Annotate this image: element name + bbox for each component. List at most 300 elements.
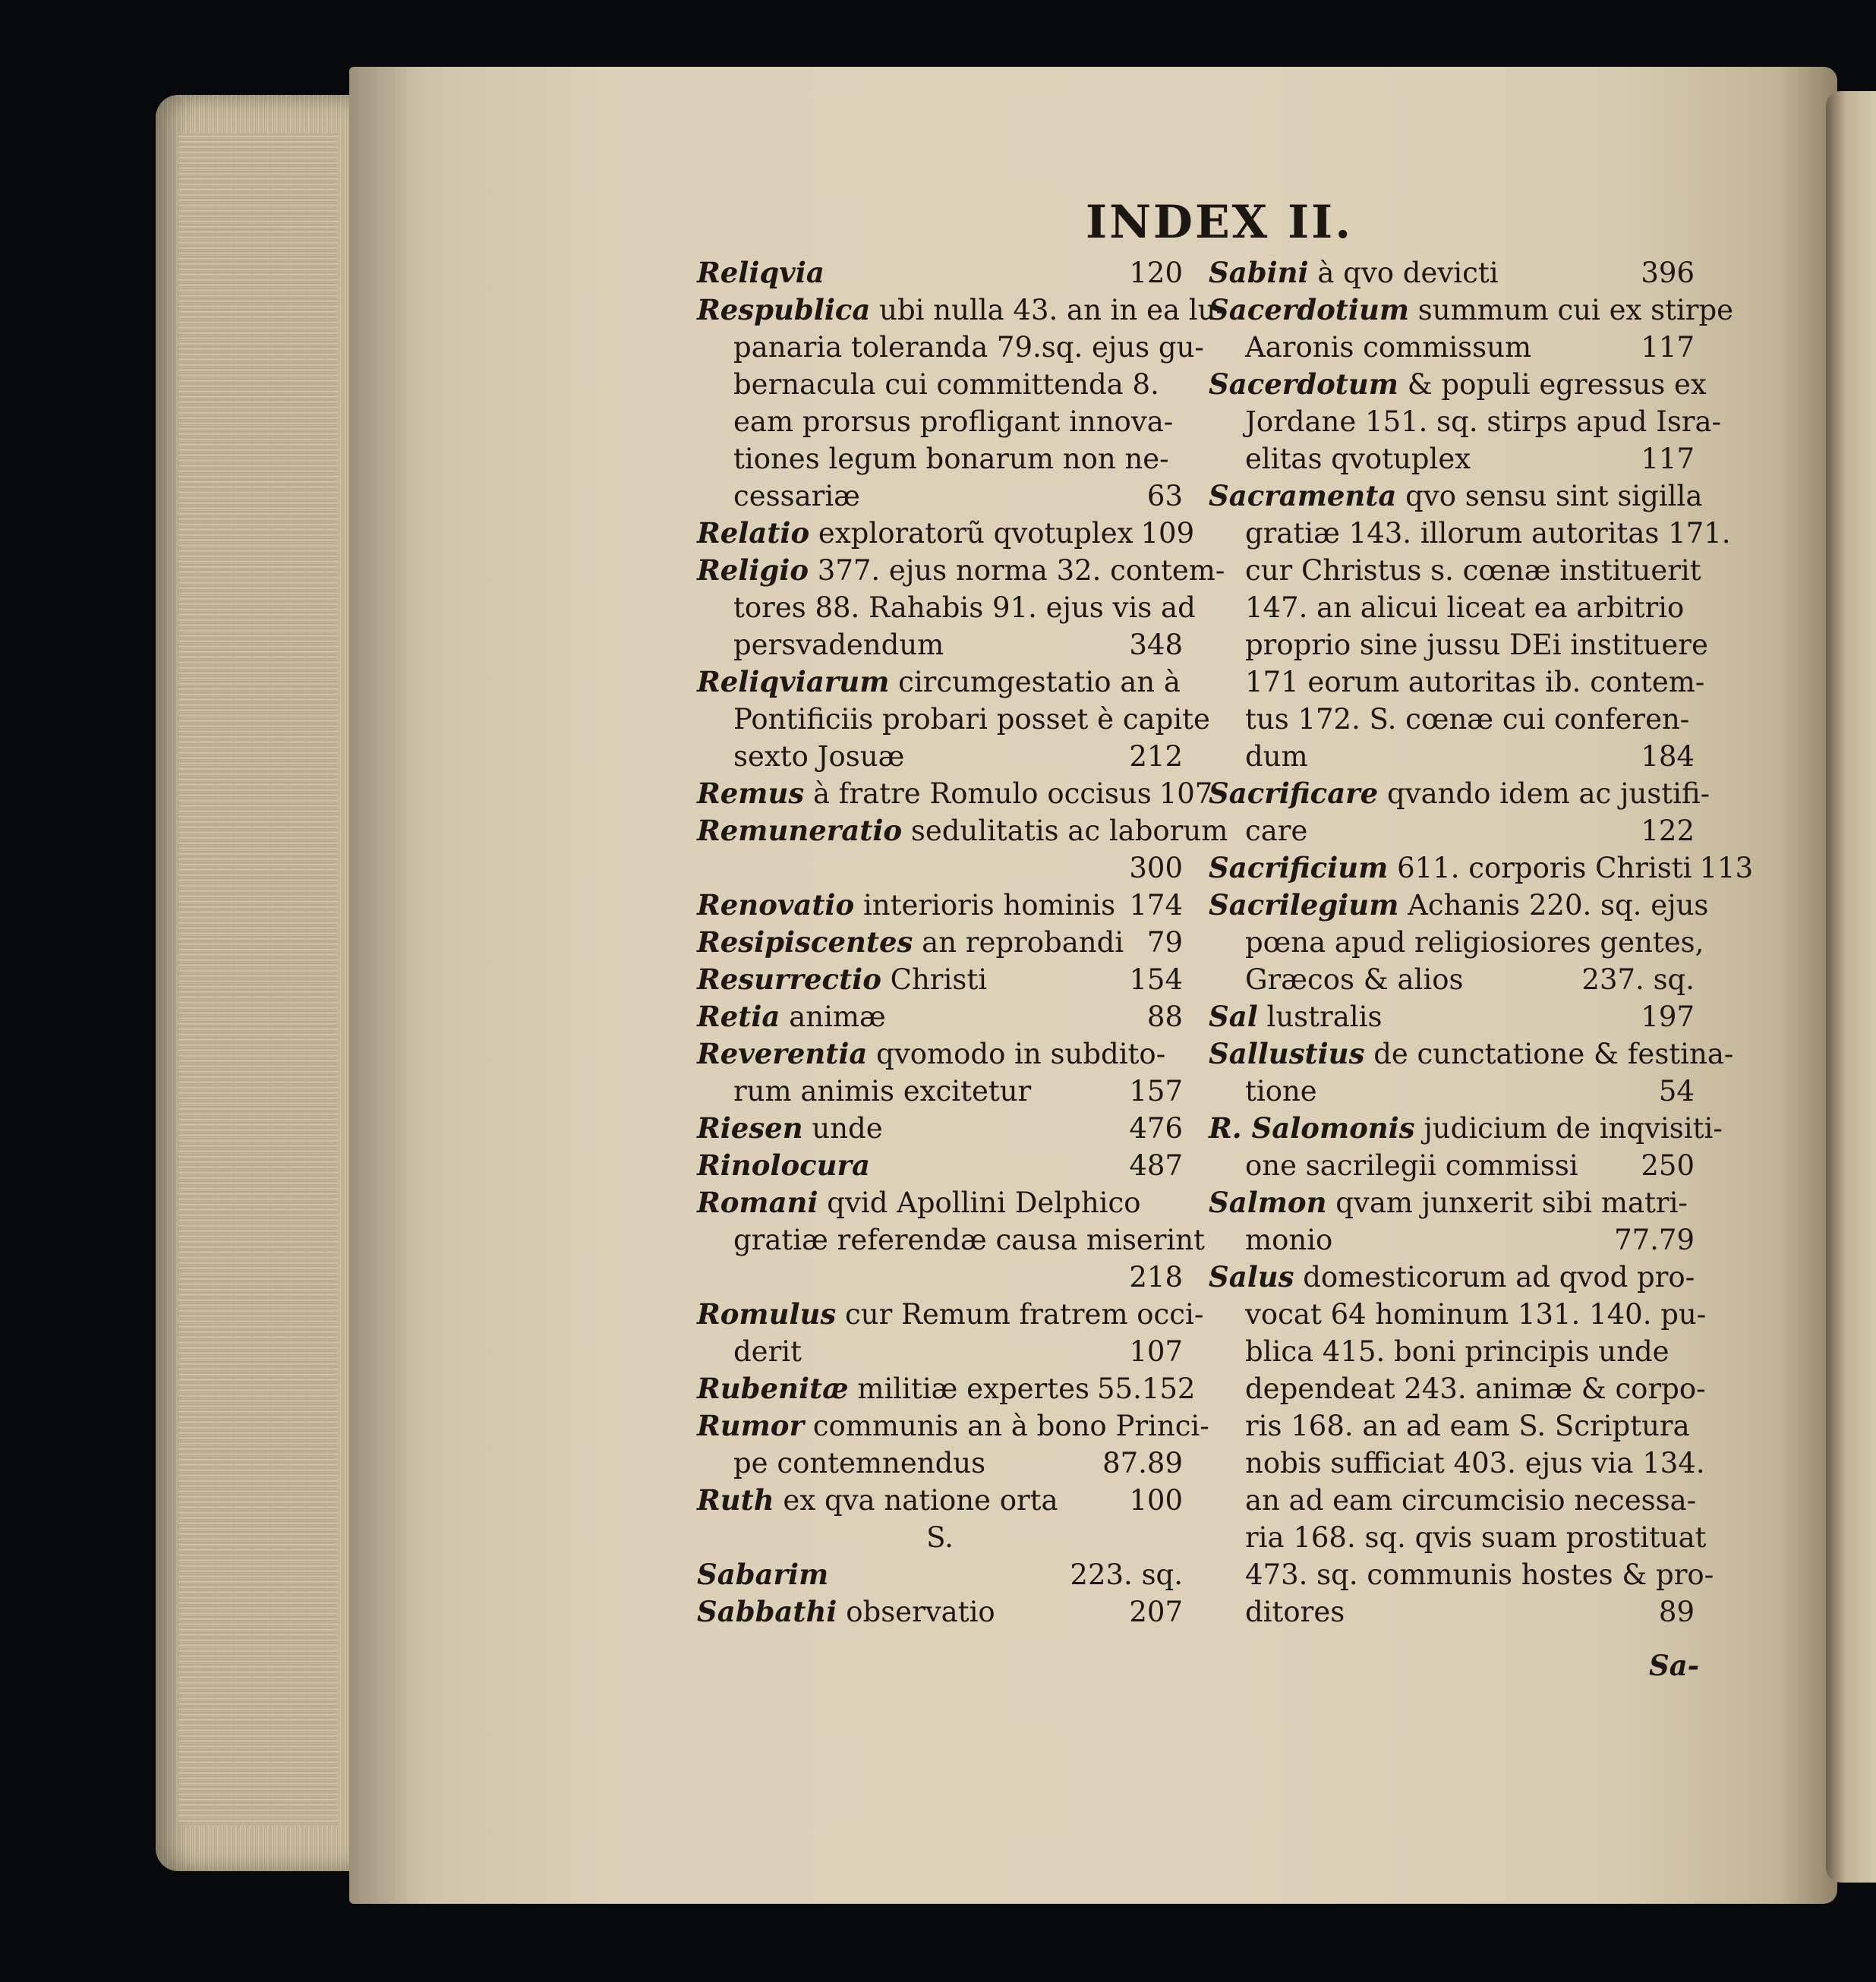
index-line-text: [697, 1184, 1141, 1221]
index-line: [697, 775, 1213, 812]
index-text: ria 168. sq. qvis suam prostituat: [1245, 1521, 1707, 1554]
index-text: tores 88. Rahabis 91. ejus vis ad: [733, 591, 1196, 624]
index-entry: [697, 775, 1213, 812]
page-reference: [1706, 1296, 1714, 1333]
index-text: bernacula cui committenda 8.: [733, 368, 1159, 401]
index-entry: [1209, 477, 1731, 775]
index-text: Græcos & alios: [1245, 963, 1464, 996]
index-line: [1209, 775, 1710, 812]
index-text: cur Christus s. cœnæ instituerit: [1245, 554, 1701, 587]
index-headword: Riesen: [697, 1111, 803, 1145]
index-line: [697, 440, 1183, 477]
index-text: observatio: [846, 1596, 995, 1628]
index-line-text: [1245, 1073, 1317, 1110]
page-reference: [1721, 403, 1729, 440]
index-line: [1209, 1482, 1695, 1519]
page-reference: 237. sq.: [1581, 963, 1695, 996]
page-reference: 117: [1641, 443, 1695, 475]
index-line-text: [1209, 1259, 1695, 1296]
index-line-text: [926, 1519, 954, 1556]
index-headword: Reliqviarum: [697, 665, 890, 698]
index-line: [697, 701, 1210, 738]
index-entry: [697, 1482, 1183, 1519]
index-line: [697, 329, 1204, 366]
index-line-text: [733, 440, 1169, 477]
index-entry: [697, 515, 1195, 552]
index-headword: Remus: [697, 777, 805, 810]
page-reference: [1706, 1370, 1714, 1407]
page-reference: 54: [1658, 1075, 1695, 1108]
index-text: ris 168. an ad eam S. Scriptura: [1245, 1410, 1690, 1442]
page-reference: [1690, 1407, 1698, 1445]
page-reference: 107: [1129, 1335, 1183, 1368]
index-line: [1209, 1519, 1707, 1556]
index-line-text: [1245, 738, 1308, 775]
index-line: [697, 1519, 1183, 1556]
index-text: communis an à bono Princi-: [812, 1410, 1209, 1442]
index-line-text: [697, 775, 1152, 812]
index-line: [1209, 738, 1695, 775]
index-text: animæ: [789, 1000, 886, 1033]
index-line: [1209, 515, 1731, 552]
index-line: [697, 403, 1183, 440]
index-text: militiæ expertes: [857, 1372, 1089, 1405]
index-entry: [697, 1184, 1205, 1296]
index-line: [697, 1147, 1183, 1184]
index-text: elitas qvotuplex: [1245, 443, 1471, 475]
index-line: [697, 589, 1196, 626]
index-line: [1209, 1184, 1695, 1221]
index-text: derit: [733, 1335, 802, 1368]
page-reference: 79: [1146, 926, 1183, 959]
index-line-text: [697, 924, 1124, 961]
index-text: à qvo devicti: [1317, 257, 1499, 289]
index-line: [697, 1445, 1183, 1482]
page-reference: 63: [1146, 480, 1183, 512]
page-reference: [1714, 1556, 1721, 1593]
index-entry: [697, 291, 1225, 515]
page-reference: [1731, 515, 1739, 552]
page-reference: [1708, 626, 1716, 663]
page-reference: 113: [1699, 852, 1754, 884]
index-text: sedulitatis ac laborum: [910, 815, 1228, 847]
page-reference: [1181, 663, 1188, 701]
index-line: [697, 1482, 1183, 1519]
index-line-text: [1245, 812, 1307, 849]
index-text: panaria toleranda 79.sq. ejus gu-: [733, 331, 1204, 364]
index-line-text: [733, 1445, 985, 1482]
index-text: an ad eam circumcisio necessa-: [1245, 1484, 1697, 1517]
index-line-text: [1245, 552, 1701, 589]
index-headword: Rinolocura: [697, 1149, 871, 1182]
index-line-text: [1209, 849, 1692, 887]
page-reference: 87.89: [1102, 1447, 1183, 1479]
index-line-text: [697, 1110, 883, 1147]
index-line-text: [733, 626, 944, 663]
page-reference: [1707, 366, 1714, 403]
index-line: [1209, 701, 1695, 738]
index-headword: Relatio: [697, 516, 810, 550]
index-headword: Sacrilegium: [1209, 888, 1399, 922]
page-reference: 218: [1129, 1261, 1183, 1293]
index-entry: [1209, 775, 1710, 849]
page-reference: [1687, 1333, 1695, 1370]
index-line: [697, 291, 1225, 329]
index-text: judicium de inqvisiti-: [1424, 1112, 1723, 1145]
index-line: [1209, 1445, 1705, 1482]
index-line-text: [697, 998, 886, 1035]
page-reference: 348: [1129, 629, 1183, 661]
index-line-text: [1245, 1221, 1332, 1259]
index-line-text: [697, 961, 987, 998]
page-reference: 107: [1159, 777, 1213, 810]
index-line-text: [733, 738, 904, 775]
index-line: [697, 887, 1183, 924]
page-reference: [1196, 589, 1203, 626]
index-line: [1209, 1073, 1695, 1110]
index-text: tione: [1245, 1075, 1317, 1108]
index-line: [1209, 961, 1695, 998]
index-line-text: [1209, 775, 1710, 812]
index-line-text: [1245, 1407, 1690, 1445]
index-line-text: [1245, 329, 1531, 366]
index-text: summum cui ex stirpe: [1417, 294, 1734, 326]
index-entry: [1209, 1110, 1723, 1184]
index-text: 473. sq. communis hostes & pro-: [1245, 1558, 1714, 1591]
page-reference: [1687, 589, 1695, 626]
index-text: ditores: [1245, 1596, 1345, 1628]
index-headword: Romani: [697, 1186, 818, 1219]
index-headword: Renovatio: [697, 888, 855, 922]
index-text: vocat 64 hominum 131. 140. pu-: [1245, 1298, 1707, 1331]
index-line-text: [1245, 440, 1471, 477]
page-reference: [1704, 663, 1712, 701]
index-line: [1209, 1110, 1723, 1147]
index-line-text: [1245, 626, 1708, 663]
catchword: Sa-: [1649, 1649, 1700, 1682]
index-headword: Salus: [1209, 1260, 1294, 1293]
page-reference: [1705, 1445, 1713, 1482]
index-line-text: [1245, 961, 1463, 998]
index-entry: [1209, 1184, 1695, 1259]
index-text: ubi nulla 43. an in ea lu-: [879, 294, 1225, 326]
index-text: eam prorsus profligant innova-: [733, 405, 1174, 438]
index-line: [697, 1184, 1183, 1221]
index-text: lustralis: [1266, 1000, 1383, 1033]
index-line: [697, 1556, 1183, 1593]
index-text: ex qva natione orta: [783, 1484, 1058, 1517]
index-entry: [697, 998, 1183, 1035]
index-entry: [1209, 1259, 1714, 1631]
index-line-text: [733, 1073, 1031, 1110]
index-line-text: [697, 1556, 828, 1593]
index-text: gratiæ referendæ causa miserint: [733, 1224, 1205, 1256]
index-entry: [1209, 887, 1709, 998]
page-reference: 174: [1129, 889, 1183, 922]
index-line-text: [697, 663, 1181, 701]
index-text: rum animis excitetur: [733, 1075, 1032, 1108]
page-reference: 117: [1641, 331, 1695, 364]
page-reference: [1175, 403, 1183, 440]
page-header: INDEX II.: [1086, 196, 1354, 249]
index-text: Jordane 151. sq. stirps apud Isra-: [1245, 405, 1722, 438]
index-text: pœna apud religiosiores gentes,: [1245, 926, 1704, 959]
page-reference: 197: [1641, 1000, 1695, 1033]
page-reference: 109: [1140, 517, 1195, 550]
index-text: & populi egressus ex: [1407, 368, 1707, 401]
index-line-text: [1245, 1147, 1578, 1184]
index-text: circumgestatio an à: [898, 666, 1181, 698]
index-line: [1209, 366, 1707, 403]
index-line-text: [1245, 701, 1689, 738]
index-text: an reprobandi: [922, 926, 1124, 959]
index-text: proprio sine jussu DEi instituere: [1245, 629, 1708, 661]
index-line-text: [697, 887, 1115, 924]
index-line: [697, 1333, 1183, 1370]
index-text: 171 eorum autoritas ib. contem-: [1245, 666, 1705, 698]
page-reference: 55.152: [1096, 1372, 1196, 1405]
index-line-text: [733, 329, 1204, 366]
index-text: tiones legum bonarum non ne-: [733, 443, 1169, 475]
page-reference: 122: [1641, 815, 1695, 847]
page-reference: [1723, 1110, 1730, 1147]
index-line: [697, 961, 1183, 998]
index-line-text: [697, 1407, 1209, 1445]
page-reference: 250: [1641, 1149, 1695, 1182]
index-text: 611. corporis Christi: [1397, 852, 1692, 884]
index-line: [697, 1407, 1209, 1445]
index-headword: Remuneratio: [697, 814, 903, 847]
index-entry: [697, 1035, 1183, 1110]
page-reference: [1175, 440, 1183, 477]
index-headword: Resurrectio: [697, 963, 881, 996]
index-text: monio: [1245, 1224, 1333, 1256]
index-line-text: [733, 477, 860, 515]
index-entry: [697, 663, 1210, 775]
index-line: [697, 1073, 1183, 1110]
page-reference: [1175, 366, 1183, 403]
page-reference: [1733, 291, 1741, 329]
index-line: [1209, 1259, 1695, 1296]
index-line-text: [1245, 403, 1721, 440]
page-reference: 207: [1129, 1596, 1183, 1628]
index-text: sexto Josuæ: [733, 740, 905, 773]
index-entry: [697, 1519, 1183, 1556]
index-headword: Religio: [697, 553, 809, 587]
index-text: persvadendum: [733, 629, 944, 661]
index-headword: Respublica: [697, 293, 871, 326]
index-line-text: [1245, 1556, 1714, 1593]
index-entry: [697, 1593, 1183, 1631]
index-line: [697, 1259, 1183, 1296]
index-entry: [1209, 366, 1722, 477]
index-line: [697, 366, 1183, 403]
index-headword: Sabarim: [697, 1558, 829, 1591]
page-reference: [1688, 1184, 1695, 1221]
page-reference: [1696, 1482, 1704, 1519]
index-line: [1209, 663, 1705, 701]
index-text: unde: [812, 1112, 883, 1145]
index-headword: Ruth: [697, 1483, 774, 1517]
index-headword: Sacramenta: [1209, 479, 1397, 512]
index-text: qvid Apollini Delphico: [827, 1186, 1141, 1219]
index-text: 377. ejus norma 32. contem-: [817, 554, 1225, 587]
index-headword: Salmon: [1209, 1186, 1327, 1219]
index-line-text: [697, 1296, 1203, 1333]
index-headword: Romulus: [697, 1297, 837, 1331]
index-headword: R. Salomonis: [1209, 1111, 1415, 1145]
index-text: one sacrilegii commissi: [1245, 1149, 1578, 1182]
index-line-text: [697, 254, 824, 291]
index-line: [1209, 291, 1734, 329]
index-entry: [697, 1110, 1183, 1147]
index-line-text: [733, 701, 1210, 738]
page-reference: [1702, 477, 1710, 515]
index-headword: Retia: [697, 1000, 780, 1033]
index-line-text: [697, 1147, 870, 1184]
index-headword: Resipiscentes: [697, 925, 913, 959]
index-line: [1209, 887, 1709, 924]
index-line-text: [733, 403, 1173, 440]
index-headword: Rubenitæ: [697, 1372, 849, 1405]
index-line-text: [1245, 1519, 1707, 1556]
index-line: [697, 1110, 1183, 1147]
page-reference: 154: [1129, 963, 1183, 996]
page-reference: [1175, 1035, 1183, 1073]
index-entry: [697, 812, 1228, 887]
index-line-text: [1209, 254, 1499, 291]
index-entry: [1209, 254, 1695, 291]
page-reference: [1708, 887, 1716, 924]
index-text: 147. an alicui liceat ea arbitrio: [1245, 591, 1685, 624]
index-entry: [697, 1147, 1183, 1184]
index-line-text: [1209, 291, 1733, 329]
index-line-text: [1245, 1296, 1706, 1333]
index-text: cessariæ: [733, 480, 860, 512]
index-line-text: [1245, 1445, 1705, 1482]
page-reference: 487: [1129, 1149, 1183, 1182]
index-line-text: [1209, 1110, 1723, 1147]
index-entry: [697, 1296, 1204, 1370]
index-line: [1209, 1333, 1695, 1370]
index-entry: [1209, 1035, 1734, 1110]
index-text: pe contemnendus: [733, 1447, 986, 1479]
index-line: [697, 1296, 1204, 1333]
index-line: [697, 1221, 1205, 1259]
page-reference: 184: [1641, 740, 1695, 773]
index-text: dum: [1245, 740, 1308, 773]
page-reference: 88: [1146, 1000, 1183, 1033]
index-line: [697, 663, 1183, 701]
index-line: [1209, 1221, 1695, 1259]
index-entry: [697, 887, 1183, 924]
index-line: [1209, 1556, 1714, 1593]
index-text: Achanis 220. sq. ejus: [1408, 889, 1709, 922]
index-line: [1209, 1593, 1695, 1631]
page-reference: 77.79: [1614, 1224, 1695, 1256]
index-line: [1209, 1370, 1706, 1407]
index-line: [1209, 254, 1695, 291]
index-line: [697, 812, 1228, 849]
index-line: [697, 477, 1183, 515]
index-line: [697, 254, 1183, 291]
index-line-text: [697, 1035, 1165, 1073]
page-reference: [1733, 1035, 1741, 1073]
index-line-text: [1209, 1035, 1733, 1073]
index-line-text: [1209, 887, 1708, 924]
index-text: interioris hominis: [862, 889, 1116, 922]
page-reference: [1707, 1519, 1714, 1556]
index-line: [697, 626, 1183, 663]
page-reference: 120: [1129, 257, 1183, 289]
page-reference: 476: [1129, 1112, 1183, 1145]
index-text: qvam junxerit sibi matri-: [1335, 1186, 1688, 1219]
index-line-text: [1209, 366, 1707, 403]
index-headword: Sacerdotum: [1209, 367, 1398, 401]
page-reference: [1710, 775, 1717, 812]
index-text: Christi: [890, 963, 988, 996]
index-line-text: [1209, 477, 1702, 515]
index-line: [697, 1593, 1183, 1631]
index-text: qvomodo in subdito-: [876, 1038, 1166, 1070]
index-line-text: [697, 552, 1225, 589]
index-text: blica 415. boni principis unde: [1245, 1335, 1669, 1368]
index-text: qvo sensu sint sigilla: [1405, 480, 1703, 512]
index-text: care: [1245, 815, 1308, 847]
index-text: qvando idem ac justifi-: [1386, 777, 1710, 810]
index-line: [1209, 1147, 1695, 1184]
index-text: S.: [926, 1521, 954, 1554]
index-line: [1209, 329, 1695, 366]
index-entry: [1209, 849, 1754, 887]
page-reference: 396: [1641, 257, 1695, 289]
index-headword: Sallustius: [1209, 1037, 1365, 1070]
index-text: tus 172. S. cœnæ cui conferen-: [1245, 703, 1690, 736]
index-entry: [697, 1407, 1209, 1482]
index-text: nobis sufficiat 403. ejus via 134.: [1245, 1447, 1705, 1479]
index-line-text: [733, 1221, 1205, 1259]
index-headword: Sacerdotium: [1209, 293, 1410, 326]
index-line: [697, 515, 1195, 552]
index-line: [1209, 440, 1695, 477]
page-reference: 157: [1129, 1075, 1183, 1108]
index-headword: Rumor: [697, 1409, 804, 1442]
index-text: à fratre Romulo occisus: [812, 777, 1152, 810]
index-line-text: [1245, 589, 1684, 626]
index-line: [697, 924, 1183, 961]
index-line-text: [697, 291, 1225, 329]
index-line: [697, 738, 1183, 775]
index-entry: [697, 961, 1183, 998]
index-text: exploratorũ qvotuplex: [818, 517, 1133, 550]
index-line-text: [733, 589, 1196, 626]
index-line: [697, 1370, 1196, 1407]
index-line-text: [1245, 1593, 1345, 1631]
index-line-text: [1245, 515, 1731, 552]
index-headword: Sabini: [1209, 256, 1309, 289]
index-line: [1209, 998, 1695, 1035]
index-line: [697, 998, 1183, 1035]
index-text: dependeat 243. animæ & corpo-: [1245, 1372, 1706, 1405]
index-entry: [1209, 291, 1734, 366]
index-entry: [697, 254, 1183, 291]
index-entry: [697, 1556, 1183, 1593]
page-reference: 212: [1129, 740, 1183, 773]
index-entry: [697, 1370, 1196, 1407]
index-line: [1209, 589, 1695, 626]
index-headword: Reverentia: [697, 1037, 868, 1070]
index-headword: Sacrificare: [1209, 777, 1379, 810]
